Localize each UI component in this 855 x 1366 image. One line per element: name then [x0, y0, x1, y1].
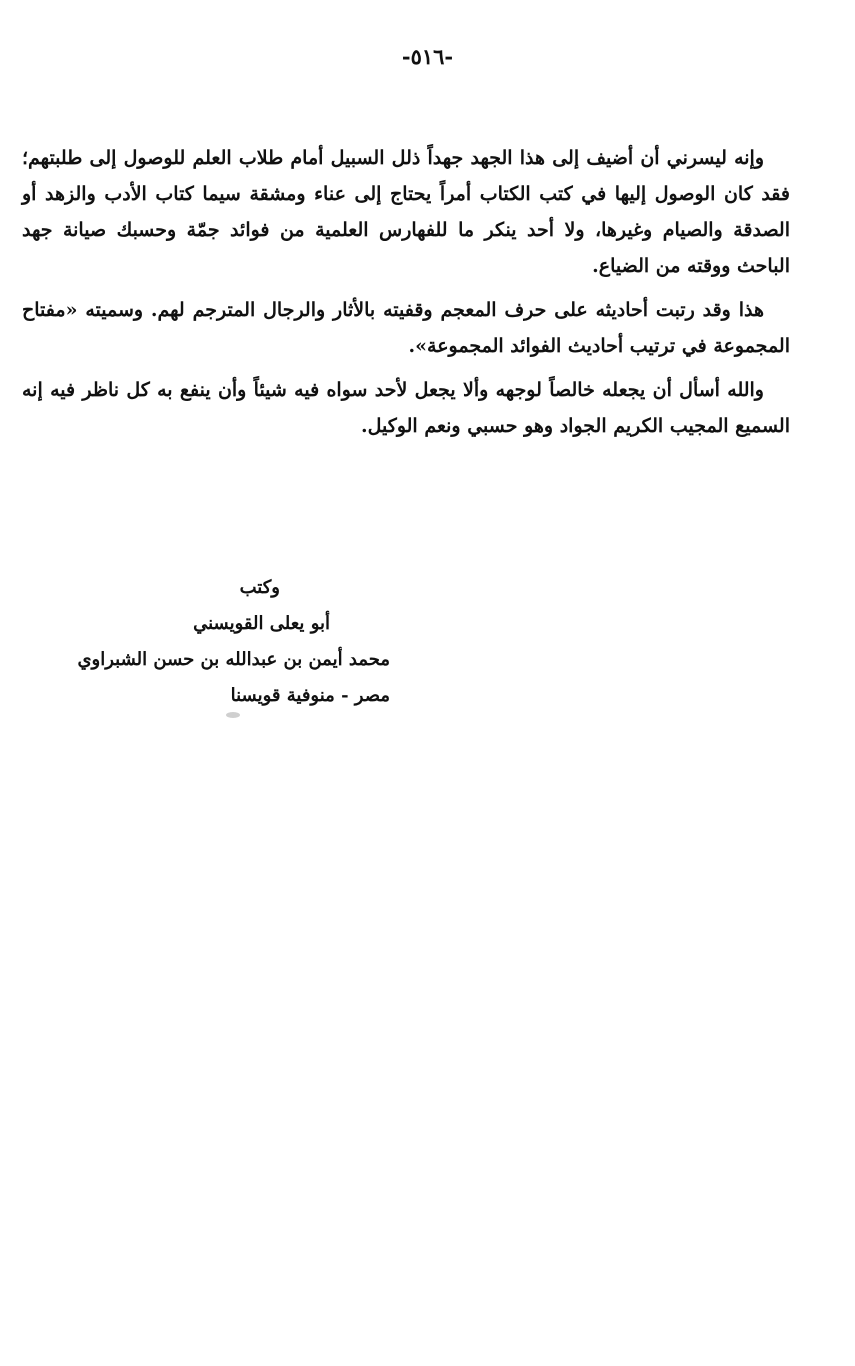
signature-name: محمد أيمن بن عبدالله بن حسن الشبراوي — [77, 649, 390, 670]
body-text — [22, 140, 790, 452]
signature-intro: وكتب — [239, 577, 280, 598]
signature-place: مصر - منوفية قويسنا — [230, 685, 390, 706]
paragraph-intro: وإنه ليسرني أن أضيف إلى هذا الجهد جهداً ذلل السبيل أمام طلاب العلم للوصول إلى طلبتهم؛ فقد كان الوصول إليها في كتب الكتاب أمراً يحتاج إلى عناء ومشقة سيما كتاب الأدب والزهد أو الصدقة والصيام وغيرها، ولا أحد ينكر ما للفهارس العلمية من فوائد جمّة وحسبك صيانة جهد الباحث ووقته من الضياع. — [22, 147, 790, 277]
page-number: -٥١٦- — [401, 44, 454, 69]
signature-block — [77, 570, 390, 714]
paragraph-arrangement: هذا وقد رتبت أحاديثه على حرف المعجم وقفيته بالأثار والرجال المترجم لهم. وسميته «مفتاح المجموعة في ترتيب أحاديث الفوائد المجموعة». — [22, 299, 790, 357]
paragraph-prayer: والله أسأل أن يجعله خالصاً لوجهه وألا يجعل لأحد سواه فيه شيئاً وأن ينفع به كل ناظر فيه إنه السميع المجيب الكريم الجواد وهو حسبي ونعم الوكيل. — [22, 379, 790, 437]
signature-kunya: أبو يعلى القويسني — [193, 613, 330, 634]
ink-smudge — [226, 712, 240, 718]
